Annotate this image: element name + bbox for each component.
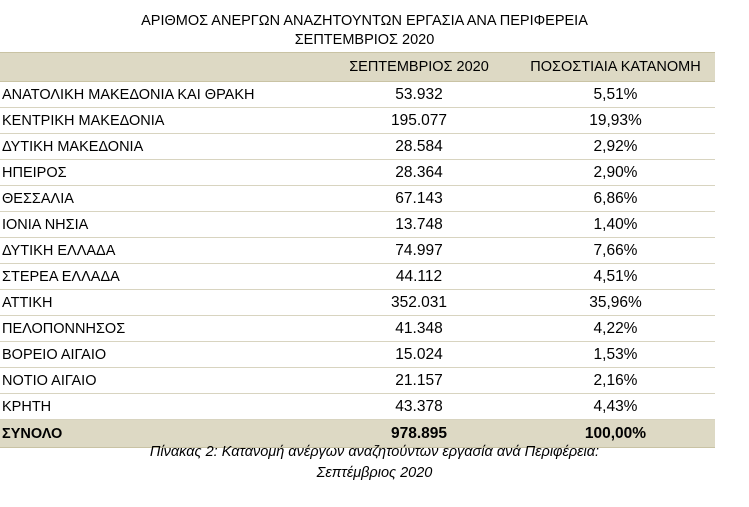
percent-value: 4,51% bbox=[516, 264, 715, 290]
total-percent: 100,00% bbox=[516, 420, 715, 448]
count-value: 15.024 bbox=[322, 342, 516, 368]
unemployment-table bbox=[0, 52, 715, 448]
count-value: 28.364 bbox=[322, 160, 516, 186]
region-name: ΑΤΤΙΚΗ bbox=[0, 290, 322, 316]
count-value: 74.997 bbox=[322, 238, 516, 264]
table-row bbox=[0, 134, 715, 160]
table-row bbox=[0, 264, 715, 290]
table-row bbox=[0, 108, 715, 134]
table-caption-date: Σεπτέμβριος 2020 bbox=[316, 465, 433, 481]
total-label: ΣΥΝΟΛΟ bbox=[0, 420, 322, 448]
region-name: ΝΟΤΙΟ ΑΙΓΑΙΟ bbox=[0, 368, 322, 394]
count-value: 67.143 bbox=[322, 186, 516, 212]
region-name: ΚΕΝΤΡΙΚΗ ΜΑΚΕΔΟΝΙΑ bbox=[0, 108, 322, 134]
table-row bbox=[0, 290, 715, 316]
count-value: 13.748 bbox=[322, 212, 516, 238]
table-row bbox=[0, 368, 715, 394]
percent-value: 4,43% bbox=[516, 394, 715, 420]
region-name: ΔΥΤΙΚΗ ΜΑΚΕΔΟΝΙΑ bbox=[0, 134, 322, 160]
table-row bbox=[0, 342, 715, 368]
region-name: ΘΕΣΣΑΛΙΑ bbox=[0, 186, 322, 212]
table-row bbox=[0, 82, 715, 108]
count-value: 53.932 bbox=[322, 82, 516, 108]
percent-value: 1,53% bbox=[516, 342, 715, 368]
region-name: ΣΤΕΡΕΑ ΕΛΛΑΔΑ bbox=[0, 264, 322, 290]
table-row bbox=[0, 316, 715, 342]
count-value: 352.031 bbox=[322, 290, 516, 316]
count-value: 43.378 bbox=[322, 394, 516, 420]
percent-value: 19,93% bbox=[516, 108, 715, 134]
region-name: ΑΝΑΤΟΛΙΚΗ ΜΑΚΕΔΟΝΙΑ ΚΑΙ ΘΡΑΚΗ bbox=[0, 82, 322, 108]
table-row bbox=[0, 160, 715, 186]
percent-value: 2,16% bbox=[516, 368, 715, 394]
count-value: 21.157 bbox=[322, 368, 516, 394]
percent-value: 35,96% bbox=[516, 290, 715, 316]
header-percent: ΠΟΣΟΣΤΙΑΙΑ ΚΑΤΑΝΟΜΗ bbox=[516, 53, 715, 82]
region-name: ΗΠΕΙΡΟΣ bbox=[0, 160, 322, 186]
region-name: ΙΟΝΙΑ ΝΗΣΙΑ bbox=[0, 212, 322, 238]
table-caption: Πίνακας 2: Κατανομή ανέργων αναζητούντων εργασία ανά Περιφέρεια: bbox=[149, 444, 600, 460]
header-region bbox=[0, 53, 322, 82]
table-row bbox=[0, 186, 715, 212]
percent-value: 7,66% bbox=[516, 238, 715, 264]
percent-value: 5,51% bbox=[516, 82, 715, 108]
table-subtitle: ΣΕΠΤΕΜΒΡΙΟΣ 2020 bbox=[294, 32, 435, 48]
percent-value: 1,40% bbox=[516, 212, 715, 238]
percent-value: 6,86% bbox=[516, 186, 715, 212]
count-value: 28.584 bbox=[322, 134, 516, 160]
count-value: 44.112 bbox=[322, 264, 516, 290]
table-title: ΑΡΙΘΜΟΣ ΑΝΕΡΓΩΝ ΑΝΑΖΗΤΟΥΝΤΩΝ ΕΡΓΑΣΙΑ ΑΝΑ ΠΕΡΙΦΕΡΕΙΑ bbox=[141, 13, 588, 29]
total-count: 978.895 bbox=[322, 420, 516, 448]
table-row bbox=[0, 394, 715, 420]
region-name: ΒΟΡΕΙΟ ΑΙΓΑΙΟ bbox=[0, 342, 322, 368]
header-row bbox=[0, 53, 715, 82]
table-row bbox=[0, 212, 715, 238]
table-row bbox=[0, 238, 715, 264]
header-count: ΣΕΠΤΕΜΒΡΙΟΣ 2020 bbox=[322, 53, 516, 82]
region-name: ΠΕΛΟΠΟΝΝΗΣΟΣ bbox=[0, 316, 322, 342]
region-name: ΚΡΗΤΗ bbox=[0, 394, 322, 420]
percent-value: 2,92% bbox=[516, 134, 715, 160]
region-name: ΔΥΤΙΚΗ ΕΛΛΑΔΑ bbox=[0, 238, 322, 264]
percent-value: 4,22% bbox=[516, 316, 715, 342]
count-value: 41.348 bbox=[322, 316, 516, 342]
percent-value: 2,90% bbox=[516, 160, 715, 186]
count-value: 195.077 bbox=[322, 108, 516, 134]
